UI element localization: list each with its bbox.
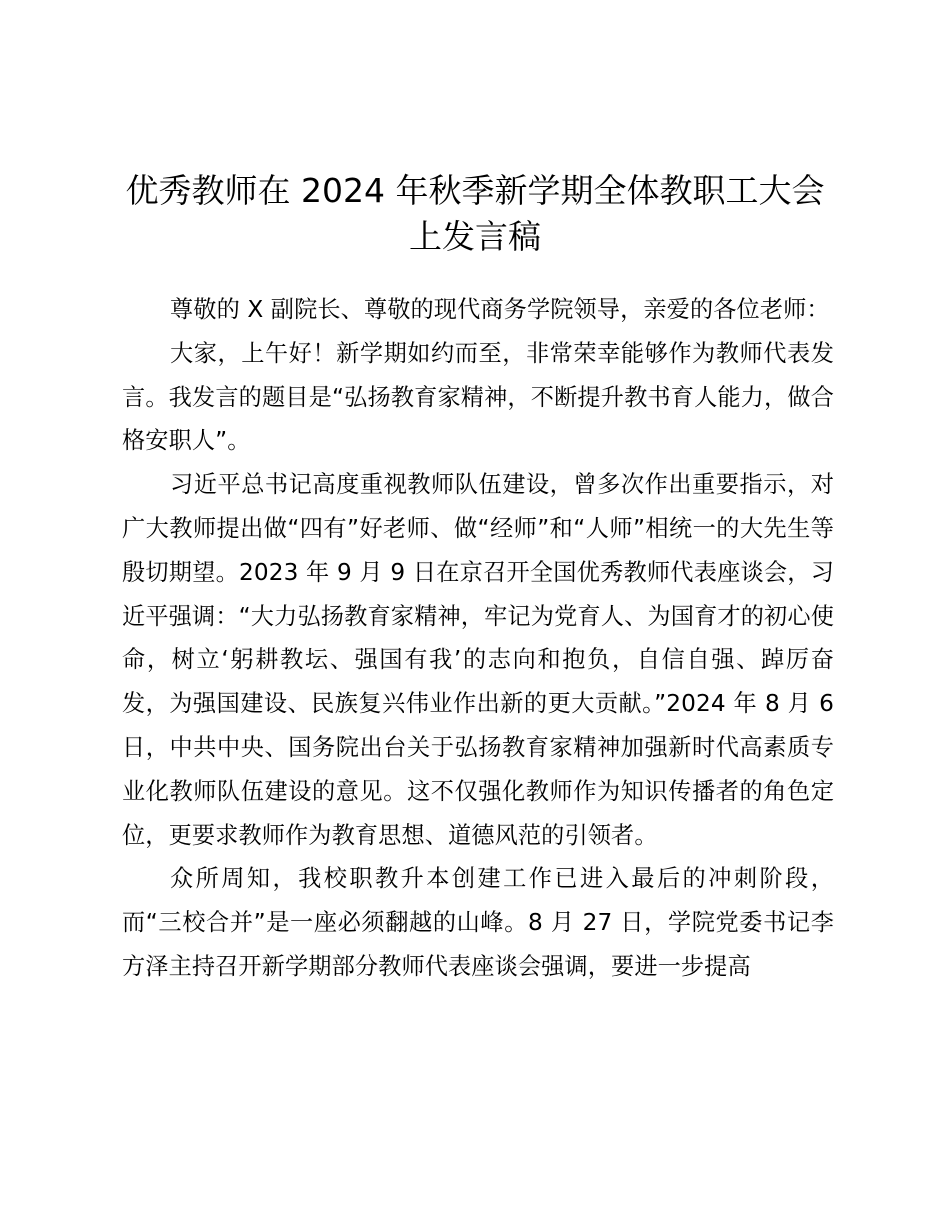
paragraph-greeting: 大家，上午好！新学期如约而至，非常荣幸能够作为教师代表发言。我发言的题目是“弘扬教育家精神，不断提升教书育人能力，做合格安职人”。 — [122, 339, 834, 455]
document-body — [122, 288, 834, 989]
paragraph-salutation: 尊敬的 X 副院长、尊敬的现代商务学院领导，亲爱的各位老师： — [170, 296, 830, 323]
document-title: 优秀教师在 2024 年秋季新学期全体教职工大会上发言稿 — [125, 171, 825, 256]
paragraph-teacher-team: 习近平总书记高度重视教师队伍建设，曾多次作出重要指示，对广大教师提出做“四有”好老师、做“经师”和“人师”相统一的大先生等殷切期望。2023 年 9 月 9 日在京召开全国优秀教师代表座谈会，习近平强调：“大力弘扬教育家精神，牢记为党育人、为国育才的初心使命，树立‘躬耕教坛、强国有我’的志向和抱负，自信自强、踔厉奋发，为强国建设、民族复兴伟业作出新的更大贡献。”2024 年 8 月 6 日，中共中央、国务院出台关于弘扬教育家精神加强新时代高素质专业化教师队伍建设的意见。这不仅强化教师作为知识传播者的角色定位，更要求教师作为教育思想、道德风范的引领者。 — [122, 471, 834, 849]
paragraph-upgrade: 众所周知，我校职教升本创建工作已进入最后的冲刺阶段，而“三校合并”是一座必须翻越的山峰。8 月 27 日，学院党委书记李方泽主持召开新学期部分教师代表座谈会强调，要进一步提高 — [122, 865, 834, 980]
